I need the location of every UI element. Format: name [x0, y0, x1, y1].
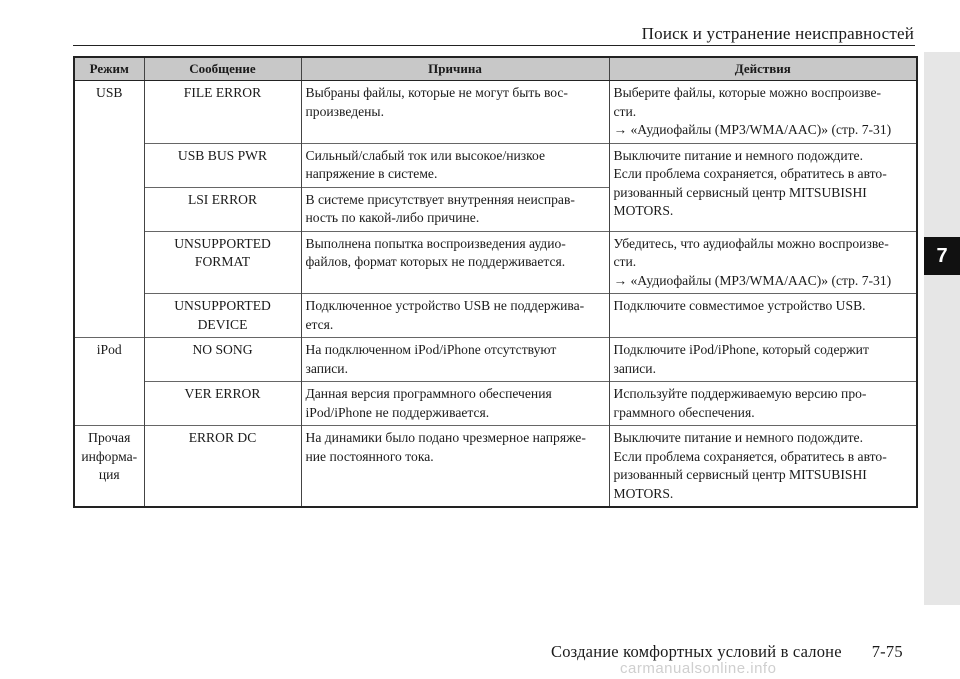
chapter-number-badge: 7 [924, 237, 960, 275]
action-cell: Используйте поддерживаемую версию про- граммного обеспечения. [609, 382, 917, 426]
message-cell: FILE ERROR [144, 81, 301, 144]
column-header-message: Сообщение [144, 57, 301, 81]
message-cell: VER ERROR [144, 382, 301, 426]
table-header-row [74, 57, 917, 81]
action-cell: Выключите питание и немного подождите. Если проблема сохраняется, обратитесь в авто- ризованный сервисный центр MITSUBISHI MOTORS. [609, 426, 917, 508]
troubleshooting-table [73, 56, 918, 508]
column-header-cause: Причина [301, 57, 609, 81]
table-row [74, 338, 917, 382]
page-number: 7-75 [871, 642, 903, 661]
column-header-mode: Режим [74, 57, 144, 81]
table-row [74, 426, 917, 508]
table-row [74, 294, 917, 338]
mode-cell-other: Прочая информа- ция [74, 426, 144, 508]
message-cell: UNSUPPORTED FORMAT [144, 231, 301, 294]
cause-cell: Данная версия программного обеспечения iPod/iPhone не поддерживается. [301, 382, 609, 426]
table-row [74, 143, 917, 187]
message-cell: UNSUPPORTED DEVICE [144, 294, 301, 338]
page-header-title: Поиск и устранение неисправностей [641, 24, 914, 43]
footer-section-title: Создание комфортных условий в салоне [551, 642, 842, 661]
cause-cell: На динамики было подано чрезмерное напряже- ние постоянного тока. [301, 426, 609, 508]
cause-cell: На подключенном iPod/iPhone отсутствуют записи. [301, 338, 609, 382]
chapter-side-tab [924, 52, 960, 605]
cause-cell: Сильный/слабый ток или высокое/низкое напряжение в системе. [301, 143, 609, 187]
message-cell: ERROR DC [144, 426, 301, 508]
cross-reference-link[interactable]: → «Аудиофайлы (MP3/WMA/AAC)» (стр. 7-31) [613, 272, 892, 288]
action-cell: Подключите совместимое устройство USB. [609, 294, 917, 338]
action-cell: Выберите файлы, которые можно воспроизве- сти. → «Аудиофайлы (MP3/WMA/AAC)» (стр. 7-31) [609, 81, 917, 144]
action-cell: Выключите питание и немного подождите. Если проблема сохраняется, обратитесь в авто- ризованный сервисный центр MITSUBISHI MOTORS. [609, 143, 917, 231]
cause-cell: Выбраны файлы, которые не могут быть вос- произведены. [301, 81, 609, 144]
mode-cell-ipod: iPod [74, 338, 144, 426]
column-header-action: Действия [609, 57, 917, 81]
cause-cell: В системе присутствует внутренняя неисправ- ность по какой-либо причине. [301, 187, 609, 231]
cause-cell: Выполнена попытка воспроизведения аудио- файлов, формат которых не поддерживается. [301, 231, 609, 294]
header-divider [73, 45, 915, 46]
table-row [74, 382, 917, 426]
action-cell: Убедитесь, что аудиофайлы можно воспроизве- сти. → «Аудиофайлы (MP3/WMA/AAC)» (стр. 7-31) [609, 231, 917, 294]
mode-cell-usb: USB [74, 81, 144, 338]
cause-cell: Подключенное устройство USB не поддержива- ется. [301, 294, 609, 338]
message-cell: NO SONG [144, 338, 301, 382]
page-footer [551, 642, 903, 662]
message-cell: USB BUS PWR [144, 143, 301, 187]
cross-reference-link[interactable]: → «Аудиофайлы (MP3/WMA/AAC)» (стр. 7-31) [613, 122, 892, 137]
table-row [74, 81, 917, 144]
message-cell: LSI ERROR [144, 187, 301, 231]
table-row [74, 231, 917, 294]
watermark: carmanualsonline.info [620, 660, 777, 677]
action-cell: Подключите iPod/iPhone, который содержит записи. [609, 338, 917, 382]
